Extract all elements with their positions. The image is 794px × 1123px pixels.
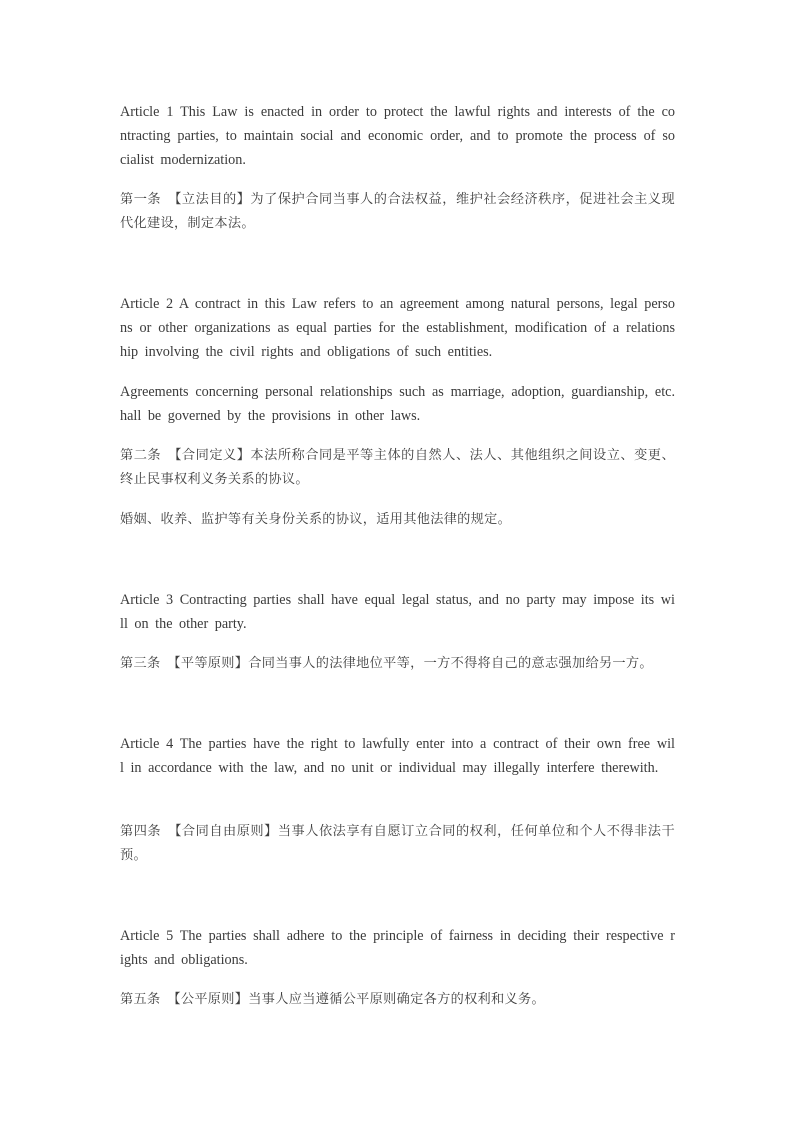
article-4-chinese: 第四条 【合同自由原则】当事人依法享有自愿订立合同的权利，任何单位和个人不得非法干预。 bbox=[120, 824, 675, 863]
article-2-english: Article 2 A contract in this Law refers to an agreement among natural persons, legal persons or other organizations as equal parties for the establishment, modification of a relationship involving the civil rights and obligations of such entities. bbox=[120, 296, 675, 360]
article-2-chinese-paragraph-2: 婚姻、收养、监护等有关身份关系的协议，适用其他法律的规定。 bbox=[120, 512, 512, 527]
article-2-english-paragraph-2: Agreements concerning personal relationships such as marriage, adoption, guardianship, etc. hall be governed by the provisions in other laws. bbox=[120, 384, 675, 424]
article-2-chinese: 第二条 【合同定义】本法所称合同是平等主体的自然人、法人、其他组织之间设立、变更、终止民事权利义务关系的协议。 bbox=[120, 448, 675, 487]
article-3-chinese: 第三条 【平等原则】合同当事人的法律地位平等，一方不得将自己的意志强加给另一方。 bbox=[120, 656, 653, 671]
article-1-english: Article 1 This Law is enacted in order to protect the lawful rights and interests of the contracting parties, to maintain social and economic order, and to promote the process of socialist modernization. bbox=[120, 104, 675, 168]
article-3-english: Article 3 Contracting parties shall have equal legal status, and no party may impose its will on the other party. bbox=[120, 592, 675, 632]
article-4-english: Article 4 The parties have the right to lawfully enter into a contract of their own free will in accordance with the law, and no unit or individual may illegally interfere therewith. bbox=[120, 736, 675, 776]
article-5-english: Article 5 The parties shall adhere to the principle of fairness in deciding their respective rights and obligations. bbox=[120, 928, 675, 968]
article-5-chinese: 第五条 【公平原则】当事人应当遵循公平原则确定各方的权利和义务。 bbox=[120, 992, 545, 1007]
article-1-chinese: 第一条 【立法目的】为了保护合同当事人的合法权益，维护社会经济秩序，促进社会主义现代化建设，制定本法。 bbox=[120, 192, 675, 231]
